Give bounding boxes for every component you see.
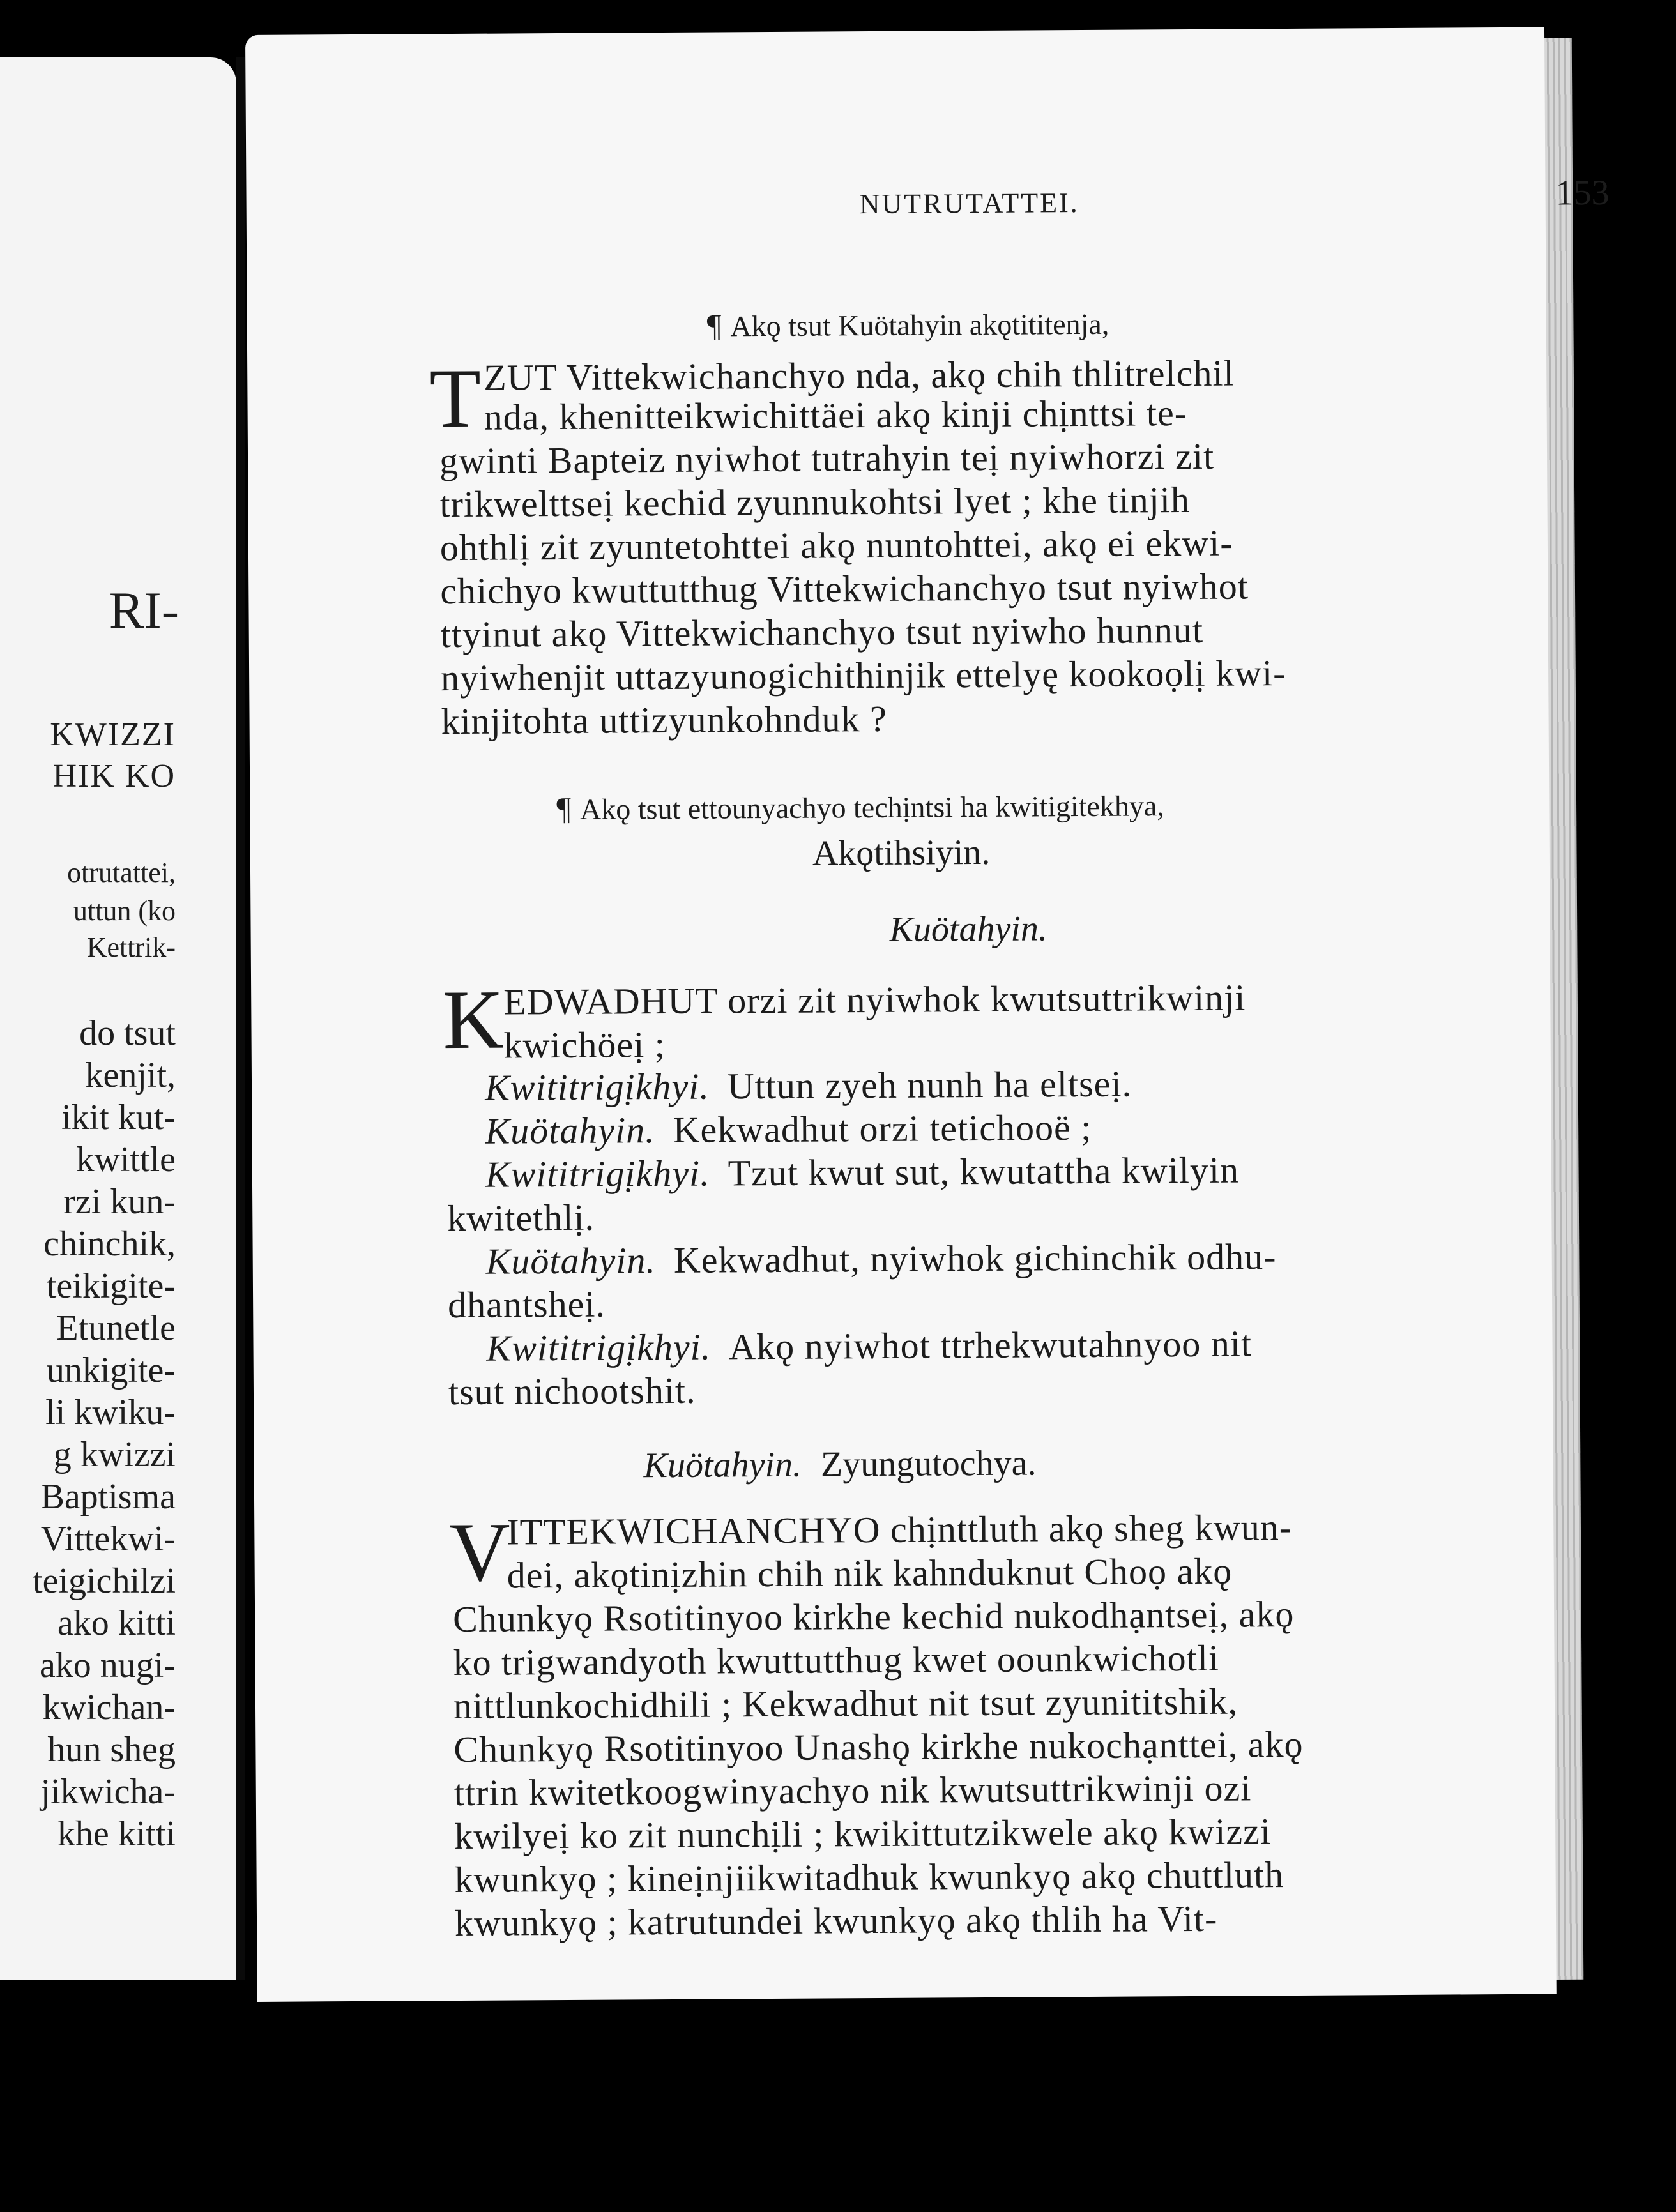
- paragraph-line: nda, khenitteikwichittäei akǫ kinji chịnttsi te-: [484, 392, 1188, 438]
- response-text: Tzut kwut sut, kwutattha kwilyin: [728, 1149, 1240, 1194]
- left-page-heading: RI-: [109, 581, 179, 639]
- paragraph-line: kwunkyǫ ; kineịnjiikwitadhuk kwunkyǫ akǫ chuttluth: [454, 1854, 1284, 1901]
- paragraph-line: kwilyeị ko zit nunchịli ; kwikittutzikwele akǫ kwizzi: [454, 1810, 1272, 1858]
- left-page-line: Etunetle: [56, 1308, 176, 1348]
- book-gutter: [236, 57, 245, 1980]
- paragraph-line: kwichöeị ;: [503, 1024, 666, 1066]
- page-number: 153: [1555, 172, 1610, 213]
- pilcrow-icon: ¶: [706, 307, 722, 344]
- paragraph-line: ITTEKWICHANCHYO chịnttluth akǫ sheg kwun-: [507, 1506, 1293, 1553]
- paragraph-line: ko trigwandyoth kwuttutthug kwet oounkwichotli: [453, 1637, 1220, 1684]
- paragraph-line: kinjitohta uttizyunkohnduk ?: [441, 697, 887, 743]
- left-page-line: g kwizzi: [53, 1435, 176, 1474]
- left-page-line: kwittle: [76, 1140, 176, 1179]
- speaker-label: Kuötahyin.: [485, 1239, 657, 1282]
- right-page: [245, 27, 1610, 2002]
- left-page-line: ikit kut-: [61, 1098, 176, 1137]
- paragraph-line: EDWADHUT orzi zit nyiwhok kwutsuttrikwinji: [503, 976, 1246, 1023]
- left-page-line: jikwicha-: [40, 1772, 176, 1812]
- response-line: [486, 1238, 1277, 1280]
- response-line: [485, 1106, 1092, 1152]
- paragraph-line: chichyo kwuttutthug Vittekwichanchyo tsut nyiwhot: [440, 565, 1249, 612]
- response-text: Kekwadhut orzi tetichooë ;: [673, 1106, 1092, 1151]
- response-text: tsut nichootshit.: [448, 1369, 696, 1413]
- left-page-line: kwichan-: [42, 1688, 176, 1727]
- response-text: Kekwadhut, nyiwhok gichinchik odhu-: [673, 1236, 1277, 1281]
- rubric-text: Akǫ tsut ettounyachyo techịntsi ha kwitigitekhya,: [579, 789, 1164, 826]
- paragraph-line: ttrin kwitetkoogwinyachyo nik kwutsuttrikwinji ozi: [453, 1767, 1252, 1814]
- paragraph-line: gwinti Bapteiz nyiwhot tutrahyin teị nyiwhorzi zit: [439, 435, 1215, 482]
- response-text: dhantsheị.: [447, 1283, 606, 1326]
- paragraph-line: ZUT Vittekwichanchyo nda, akǫ chih thlitrelchil: [484, 352, 1235, 398]
- left-page-line: Vittekwi-: [40, 1519, 176, 1559]
- section-title: Akǫtihsiyin.: [812, 832, 991, 874]
- paragraph-line: nittlunkochidhili ; Kekwadhut nit tsut zyunititshik,: [453, 1680, 1238, 1727]
- response-line: [447, 1196, 595, 1239]
- left-page-line: hun sheg: [47, 1730, 176, 1769]
- drop-cap: T: [429, 351, 482, 446]
- response-line: [486, 1322, 1253, 1369]
- paragraph-line: nyiwhenjit uttazyunogichithinjik ettelyę kookoọlị kwi-: [440, 652, 1286, 699]
- paragraph-line: ttyinut akǫ Vittekwichanchyo tsut nyiwho hunnut: [440, 609, 1204, 656]
- speaker-label: Kwititrigịkhyi.: [486, 1326, 712, 1369]
- drop-cap: V: [449, 1504, 511, 1600]
- left-page-line: do tsut: [79, 1013, 176, 1053]
- paragraph-line: Chunkyǫ Rsotitinyoo Unashǫ kirkhe nukochạnttei, akǫ: [453, 1723, 1304, 1771]
- rubric: [556, 786, 1164, 827]
- left-page-line: chinchik,: [43, 1224, 176, 1264]
- rubric: [707, 305, 1109, 344]
- left-page-line: li kwiku-: [45, 1393, 176, 1432]
- left-page-line: Kettrik-: [86, 932, 176, 963]
- response-line: [484, 1063, 1132, 1109]
- left-page-line: ako nugi-: [39, 1646, 176, 1685]
- left-page-line: uttun (ko: [73, 895, 176, 927]
- speaker-label: Kwititrigịkhyi.: [485, 1152, 710, 1195]
- left-page-line: teigichilzi: [33, 1561, 176, 1601]
- left-page-line: unkigite-: [46, 1351, 176, 1390]
- scan-border: [0, 2178, 1676, 2212]
- response-text: Akǫ nyiwhot ttrhekwutahnyoo nit: [729, 1322, 1253, 1368]
- rubric-text: Akǫ tsut Kuötahyin akǫtititenja,: [730, 307, 1109, 343]
- speaker-heading: Kuötahyin.: [889, 909, 1048, 950]
- left-page-caps-line: HIK KO: [52, 758, 176, 794]
- speaker-label: Kwititrigịkhyi.: [484, 1065, 710, 1109]
- left-page-line: rzi kun-: [63, 1182, 176, 1222]
- running-head: NUTRUTATTEI.: [859, 187, 1079, 220]
- response-line: [448, 1369, 696, 1413]
- left-page-line: Baptisma: [40, 1477, 176, 1517]
- paragraph-line: ohthlị zit zyuntetohttei akǫ nuntohttei, akǫ ei ekwi-: [439, 522, 1233, 569]
- drop-cap: K: [442, 972, 505, 1067]
- left-facing-page: [0, 57, 236, 1980]
- response-text: Uttun zyeh nunh ha eltseị.: [727, 1063, 1132, 1107]
- left-page-line: khe kitti: [57, 1814, 176, 1854]
- response-line: [447, 1283, 606, 1326]
- left-page-line: kenjit,: [85, 1056, 176, 1095]
- paragraph-line: trikwelttseị kechid zyunnukohtsi lyet ; khe tinjih: [439, 478, 1191, 526]
- speaker-label: Kuötahyin.: [643, 1444, 802, 1486]
- left-page-line: ako kitti: [57, 1603, 176, 1643]
- response-text: kwitethlị.: [447, 1196, 595, 1239]
- paragraph-line: dei, akǫtinịzhin chih nik kahnduknut Choọ akǫ: [507, 1550, 1233, 1596]
- paragraph-line: kwunkyǫ ; katrutundei kwunkyǫ akǫ thlih ha Vit-: [454, 1897, 1218, 1944]
- paragraph-line: Chunkyǫ Rsotitinyoo kirkhe kechid nukodhạntseị, akǫ: [452, 1593, 1295, 1640]
- speaker-heading: [644, 1443, 1037, 1486]
- left-page-line: otrutattei,: [67, 857, 176, 888]
- speaker-label: Kuötahyin.: [485, 1109, 655, 1152]
- page-content: [360, 28, 1610, 1944]
- speaker-heading-text: Zyungutochya.: [820, 1443, 1037, 1485]
- pilcrow-icon: ¶: [556, 790, 572, 827]
- left-page-caps-line: KWIZZI: [50, 716, 176, 753]
- response-line: [485, 1149, 1240, 1195]
- left-page-line: teikigite-: [46, 1266, 176, 1306]
